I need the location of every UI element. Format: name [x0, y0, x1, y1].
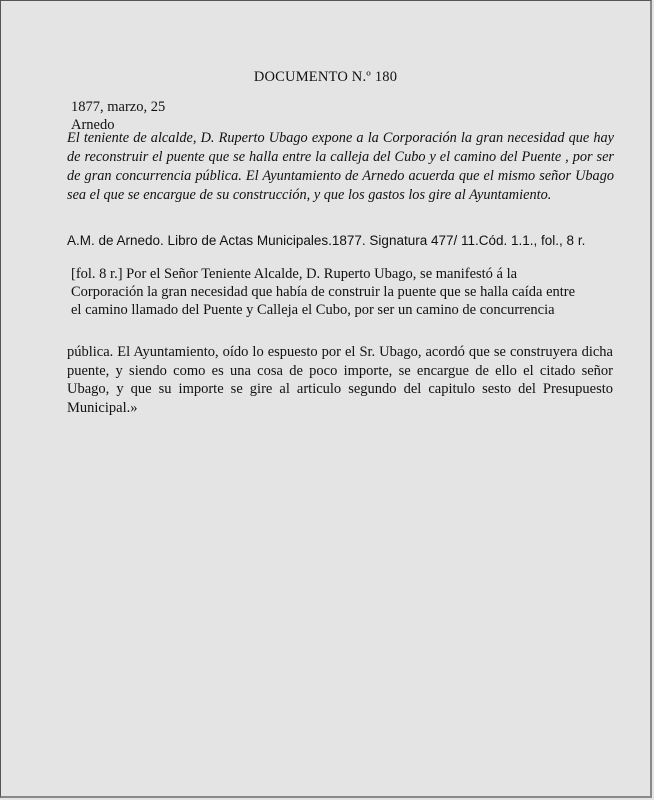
document-summary: El teniente de alcalde, D. Ruperto Ubago expone a la Corporación la gran necesidad que hay de reconstruir el puente que se halla entre la calleja del Cubo y el camino del Puente , por ser de gran concurrencia pública. El Ayuntamiento de Arnedo acuerda que el mismo señor Ubago sea el que se encargue de su construcción, y que los gastos los gire al Ayuntamiento.: [67, 130, 614, 203]
transcription-block: [71, 265, 611, 319]
document-title: DOCUMENTO N.º 180: [253, 69, 398, 85]
document-place: Arnedo: [71, 117, 115, 133]
transcription-line: el camino llamado del Puente y Calleja el Cubo, por ser un camino de concurrencia: [71, 302, 555, 318]
transcription-continued: pública. El Ayuntamiento, oído lo espuesto por el Sr. Ubago, acordó que se construyera dicha puente, y siendo como es una cosa de poco importe, se encargue de ello el citado señor Ubago, y que su importe se gire al articulo segundo del capitulo sesto del Presupuesto Municipal.»: [67, 344, 613, 416]
document-date: 1877, marzo, 25: [71, 99, 166, 115]
document-source: A.M. de Arnedo. Libro de Actas Municipales.1877. Signatura 477/ 11.Cód. 1.1., fol., 8 r.: [67, 233, 586, 248]
transcription-line: Corporación la gran necesidad que había de construir la puente que se halla caída entre: [71, 284, 576, 300]
transcription-line: [fol. 8 r.] Por el Señor Teniente Alcalde, D. Ruperto Ubago, se manifestó á la: [71, 266, 518, 282]
